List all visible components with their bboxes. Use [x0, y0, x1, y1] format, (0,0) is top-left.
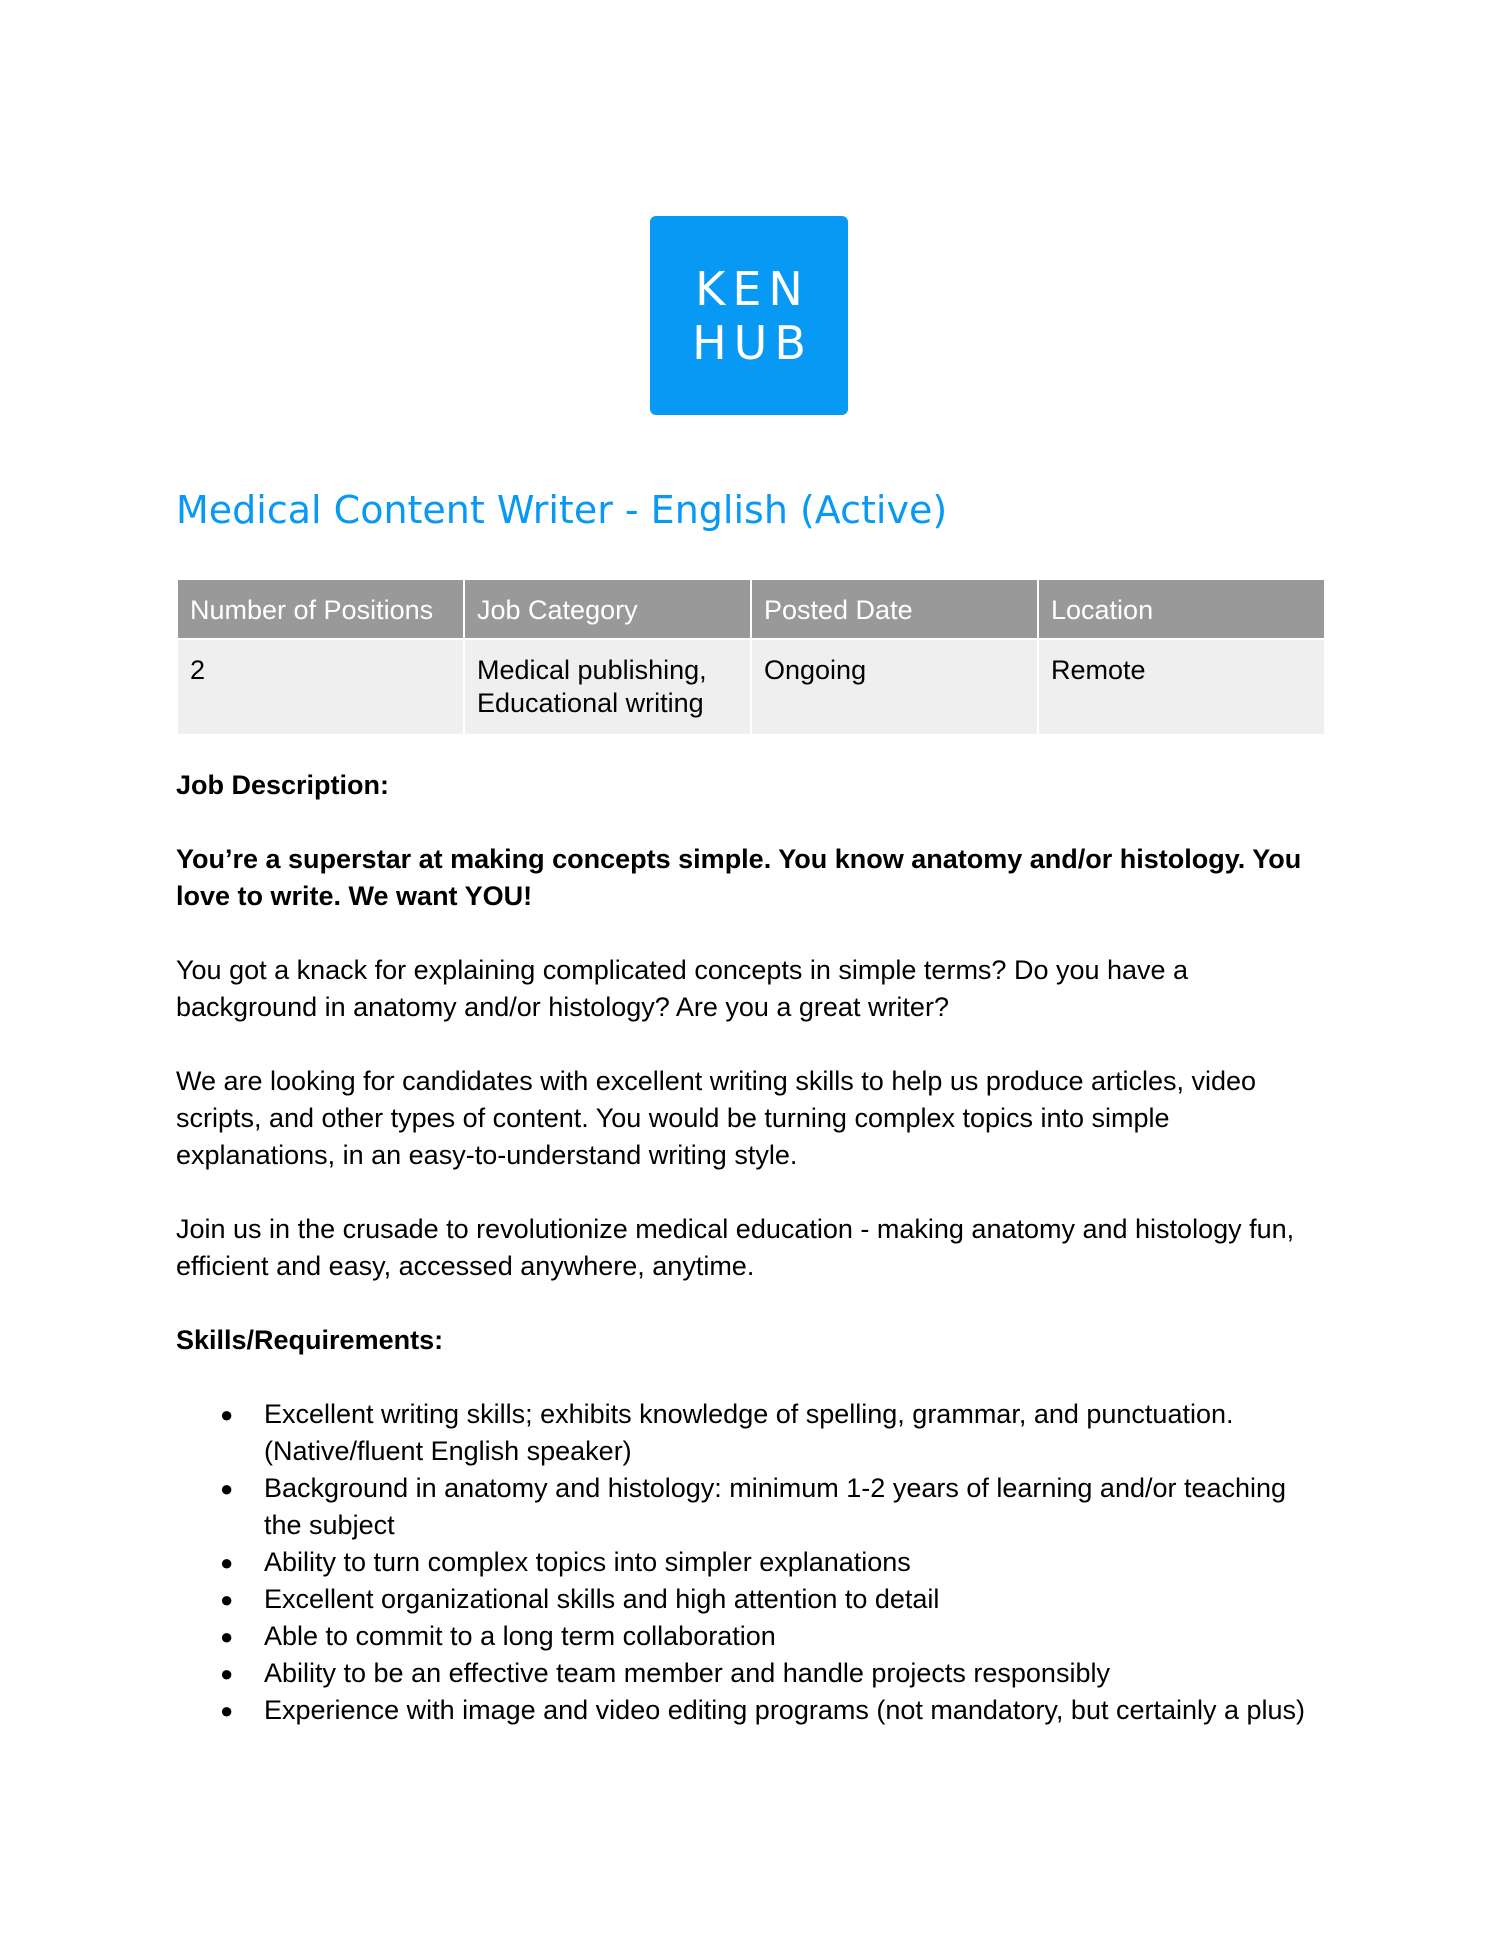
skills-list-item: ● Ability to turn complex topics into simpler explanations: [264, 1544, 1326, 1581]
description-paragraph: You got a knack for explaining complicated concepts in simple terms? Do you have a background in anatomy and/or histology? Are you a great writer?: [176, 955, 1189, 1022]
value-posted-date: Ongoing: [752, 640, 1037, 734]
header-location: Location: [1039, 580, 1324, 638]
job-body: [176, 767, 1326, 1729]
job-tagline: You’re a superstar at making concepts simple. You know anatomy and/or histology. You love to write. We want YOU!: [176, 844, 1302, 911]
skills-list-item: ● Experience with image and video editing programs (not mandatory, but certainly a plus): [264, 1692, 1326, 1729]
skills-list-item: ● Able to commit to a long term collaboration: [264, 1618, 1326, 1655]
skills-list-item: ● Excellent writing skills; exhibits knowledge of spelling, grammar, and punctuation. (Native/fluent English speaker): [264, 1396, 1326, 1470]
description-paragraph: We are looking for candidates with excellent writing skills to help us produce articles, video scripts, and other types of content. You would be turning complex topics into simple explanations, in an easy-to-understand writing style.: [176, 1066, 1257, 1170]
job-info-value-row: [178, 640, 1324, 734]
skills-list-item: ● Excellent organizational skills and high attention to detail: [264, 1581, 1326, 1618]
skills-list-item: ● Background in anatomy and histology: minimum 1-2 years of learning and/or teaching the subject: [264, 1470, 1326, 1544]
header-posted-date: Posted Date: [752, 580, 1037, 638]
skills-heading: Skills/Requirements:: [176, 1325, 444, 1355]
skills-list: [176, 1396, 1326, 1729]
kenhub-logo: [650, 216, 848, 415]
logo-line-hub: HUB: [692, 315, 813, 370]
header-job-category: Job Category: [465, 580, 750, 638]
value-location: Remote: [1039, 640, 1324, 734]
header-number-of-positions: Number of Positions: [178, 580, 463, 638]
job-info-table: [176, 578, 1326, 736]
job-description-heading: Job Description:: [176, 770, 390, 800]
skills-list-item: ● Ability to be an effective team member and handle projects responsibly: [264, 1655, 1326, 1692]
description-paragraph: Join us in the crusade to revolutionize medical education - making anatomy and histology fun, efficient and easy, accessed anywhere, anytime.: [176, 1214, 1295, 1281]
job-info-header-row: [178, 580, 1324, 638]
job-title: Medical Content Writer - English (Active): [176, 488, 948, 532]
logo-line-ken: KEN: [695, 261, 810, 316]
value-number-of-positions: 2: [178, 640, 463, 734]
value-job-category: Medical publishing, Educational writing: [465, 640, 750, 734]
